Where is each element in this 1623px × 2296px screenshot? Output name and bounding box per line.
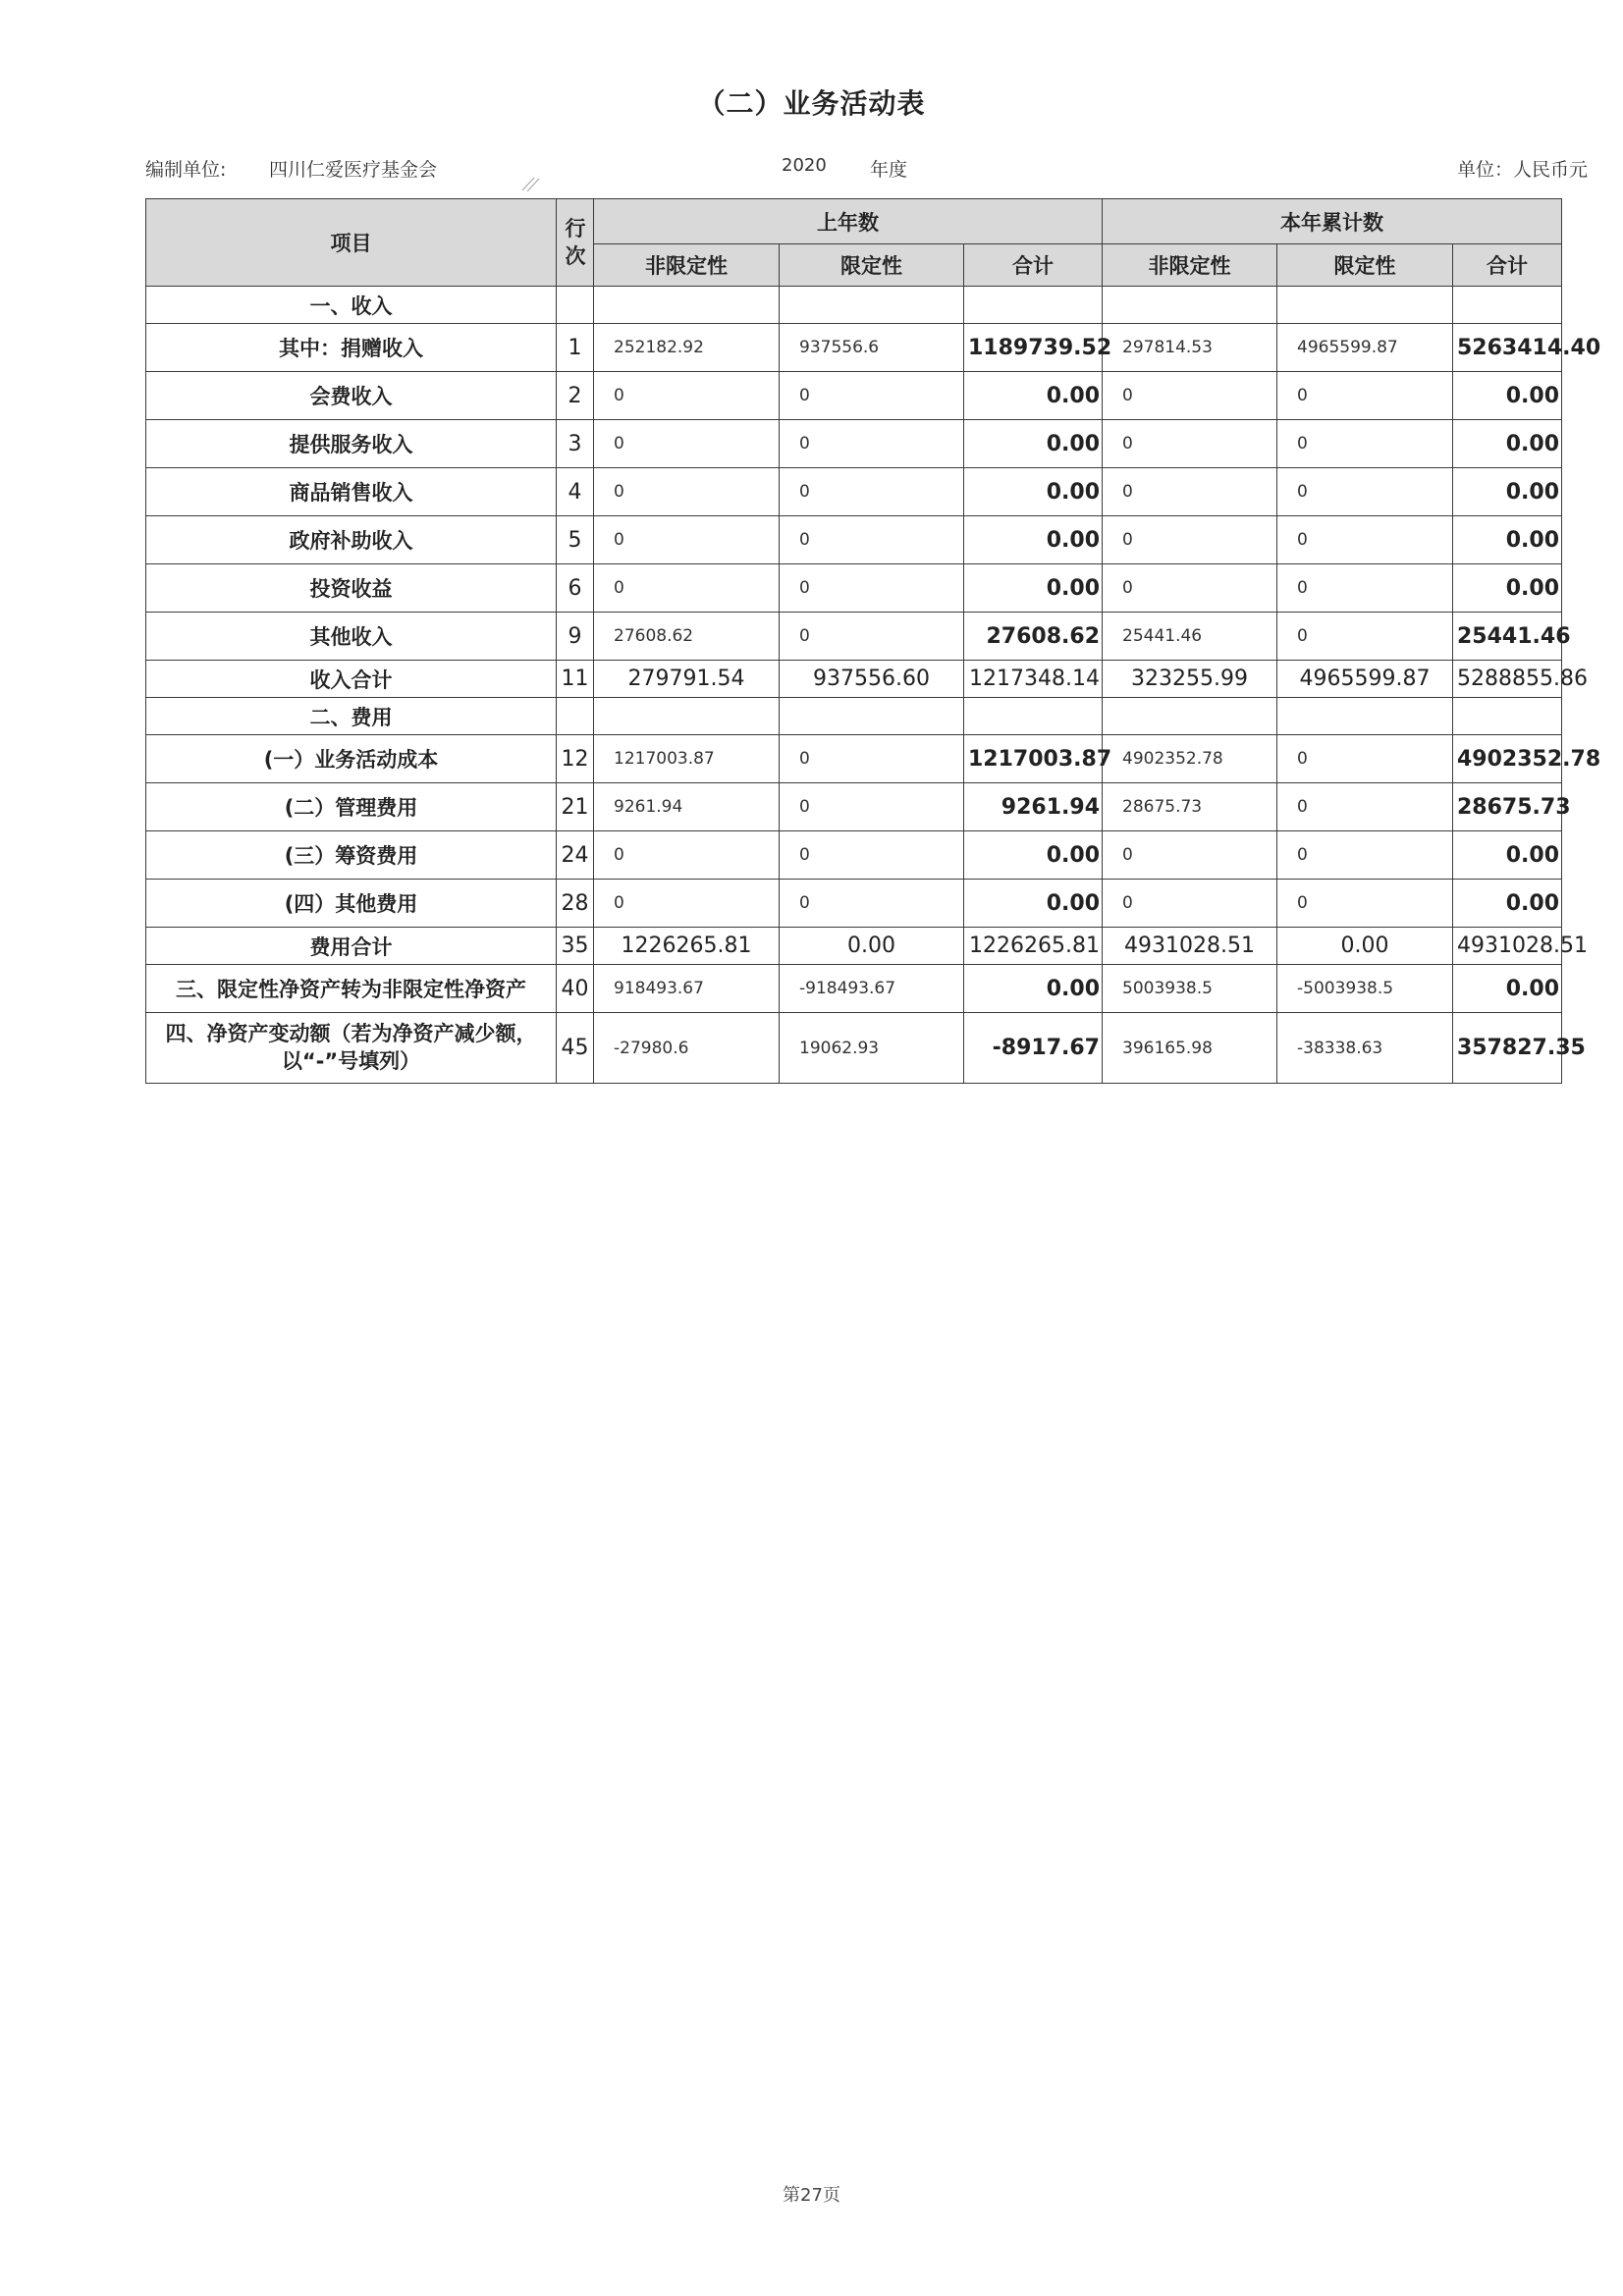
prev-total: 1226265.81	[964, 928, 1103, 965]
row-item: (三）筹资费用	[146, 831, 557, 880]
curr-restricted	[1277, 698, 1453, 735]
unit-name: 四川仁爱医疗基金会	[269, 159, 438, 181]
prev-total: 0.00	[964, 831, 1103, 880]
table-row	[146, 468, 1562, 516]
curr-total: 0.00	[1453, 831, 1562, 880]
prev-total: 0.00	[964, 965, 1103, 1013]
sub-header-curr-total: 合计	[1453, 244, 1562, 287]
sub-header-prev-total: 合计	[964, 244, 1103, 287]
prev-unrestricted	[594, 698, 780, 735]
row-item: 会费收入	[146, 372, 557, 420]
curr-unrestricted: 0	[1103, 564, 1277, 613]
prev-total: 1217003.87	[964, 735, 1103, 783]
row-item: 其中：捐赠收入	[146, 324, 557, 372]
row-item: 投资收益	[146, 564, 557, 613]
curr-unrestricted: 0	[1103, 880, 1277, 928]
table-row	[146, 564, 1562, 613]
curr-restricted: 0	[1277, 468, 1453, 516]
prev-restricted: 0	[780, 468, 964, 516]
row-item: (四）其他费用	[146, 880, 557, 928]
table-viewport	[145, 198, 1601, 1086]
curr-unrestricted: 0	[1103, 420, 1277, 468]
curr-restricted: 0.00	[1277, 928, 1453, 965]
curr-unrestricted: 4902352.78	[1103, 735, 1277, 783]
curr-total: 0.00	[1453, 468, 1562, 516]
prev-total	[964, 698, 1103, 735]
curr-unrestricted: 0	[1103, 516, 1277, 564]
sub-header-curr-unrestricted: 非限定性	[1103, 244, 1277, 287]
row-item: 二、费用	[146, 698, 557, 735]
prev-restricted	[780, 698, 964, 735]
row-item: 提供服务收入	[146, 420, 557, 468]
curr-total: 357827.35	[1453, 1013, 1562, 1084]
prev-total: 1217348.14	[964, 661, 1103, 698]
prev-total: 1189739.52	[964, 324, 1103, 372]
row-no	[557, 698, 594, 735]
row-no: 45	[557, 1013, 594, 1084]
table-row	[146, 831, 1562, 880]
curr-restricted: 0	[1277, 564, 1453, 613]
year-label: 年度	[870, 159, 908, 181]
col-header-item: 项目	[146, 199, 557, 287]
table-row	[146, 516, 1562, 564]
prev-total	[964, 287, 1103, 324]
prev-unrestricted: 0	[594, 468, 780, 516]
prev-unrestricted: 0	[594, 516, 780, 564]
activity-table	[145, 198, 1601, 1084]
sub-header-prev-unrestricted: 非限定性	[594, 244, 780, 287]
prev-unrestricted: -27980.6	[594, 1013, 780, 1084]
row-no: 11	[557, 661, 594, 698]
prev-total: 0.00	[964, 372, 1103, 420]
prev-restricted: 937556.60	[780, 661, 964, 698]
curr-total: 0.00	[1453, 420, 1562, 468]
table-row	[146, 420, 1562, 468]
table-row	[146, 965, 1562, 1013]
row-no: 12	[557, 735, 594, 783]
sub-header-prev-restricted: 限定性	[780, 244, 964, 287]
prev-restricted: 0	[780, 613, 964, 661]
prev-unrestricted: 27608.62	[594, 613, 780, 661]
prev-unrestricted: 0	[594, 880, 780, 928]
prev-restricted: 0	[780, 564, 964, 613]
prev-restricted: 19062.93	[780, 1013, 964, 1084]
prev-restricted: 937556.6	[780, 324, 964, 372]
prev-total: -8917.67	[964, 1013, 1103, 1084]
row-item: 政府补助收入	[146, 516, 557, 564]
row-item: (一）业务活动成本	[146, 735, 557, 783]
row-no: 21	[557, 783, 594, 831]
curr-unrestricted: 4931028.51	[1103, 928, 1277, 965]
table-row-income-total	[146, 661, 1562, 698]
table-row	[146, 880, 1562, 928]
curr-total: 5263414.40	[1453, 324, 1562, 372]
curr-unrestricted: 323255.99	[1103, 661, 1277, 698]
row-no: 6	[557, 564, 594, 613]
group-header-prev-year: 上年数	[594, 199, 1103, 244]
table-row	[146, 783, 1562, 831]
prev-total: 0.00	[964, 564, 1103, 613]
prev-unrestricted: 0	[594, 564, 780, 613]
prev-total: 9261.94	[964, 783, 1103, 831]
prev-total: 27608.62	[964, 613, 1103, 661]
curr-restricted: -38338.63	[1277, 1013, 1453, 1084]
prev-total: 0.00	[964, 516, 1103, 564]
prev-restricted: 0	[780, 735, 964, 783]
prev-total: 0.00	[964, 420, 1103, 468]
row-item: 四、净资产变动额（若为净资产减少额，以“-”号填列）	[146, 1013, 557, 1084]
prev-unrestricted: 279791.54	[594, 661, 780, 698]
row-item: 一、收入	[146, 287, 557, 324]
table-row	[146, 324, 1562, 372]
row-no: 3	[557, 420, 594, 468]
prev-unrestricted	[594, 287, 780, 324]
col-header-rowno	[557, 199, 594, 287]
curr-unrestricted: 5003938.5	[1103, 965, 1277, 1013]
curr-restricted: -5003938.5	[1277, 965, 1453, 1013]
curr-unrestricted: 28675.73	[1103, 783, 1277, 831]
col-header-rowno-text: 行次	[565, 216, 586, 268]
prev-total: 0.00	[964, 468, 1103, 516]
table-row	[146, 698, 1562, 735]
group-header-current-year: 本年累计数	[1103, 199, 1562, 244]
curr-restricted	[1277, 287, 1453, 324]
row-item: 其他收入	[146, 613, 557, 661]
curr-unrestricted	[1103, 698, 1277, 735]
curr-total: 0.00	[1453, 965, 1562, 1013]
curr-restricted: 0	[1277, 516, 1453, 564]
table-row-expense-total	[146, 928, 1562, 965]
curr-unrestricted: 25441.46	[1103, 613, 1277, 661]
prev-restricted: 0.00	[780, 928, 964, 965]
prev-unrestricted: 1226265.81	[594, 928, 780, 965]
row-no: 4	[557, 468, 594, 516]
prev-unrestricted: 0	[594, 372, 780, 420]
curr-total: 28675.73	[1453, 783, 1562, 831]
prev-unrestricted: 252182.92	[594, 324, 780, 372]
row-item: 费用合计	[146, 928, 557, 965]
curr-restricted: 0	[1277, 783, 1453, 831]
prev-restricted: 0	[780, 420, 964, 468]
row-no: 2	[557, 372, 594, 420]
curr-unrestricted: 396165.98	[1103, 1013, 1277, 1084]
curr-total	[1453, 698, 1562, 735]
table-row	[146, 372, 1562, 420]
row-no: 1	[557, 324, 594, 372]
curr-restricted: 4965599.87	[1277, 324, 1453, 372]
page-number: 第27页	[783, 2185, 840, 2206]
row-item: (二）管理费用	[146, 783, 557, 831]
unit-label: 编制单位:	[145, 159, 227, 181]
curr-total: 5288855.86	[1453, 661, 1562, 698]
curr-total: 0.00	[1453, 372, 1562, 420]
curr-restricted: 0	[1277, 880, 1453, 928]
curr-unrestricted: 297814.53	[1103, 324, 1277, 372]
curr-total: 4902352.78	[1453, 735, 1562, 783]
slash-mark-icon	[520, 175, 542, 192]
curr-restricted: 0	[1277, 831, 1453, 880]
curr-unrestricted: 0	[1103, 372, 1277, 420]
row-no: 35	[557, 928, 594, 965]
table-row	[146, 735, 1562, 783]
prev-restricted: -918493.67	[780, 965, 964, 1013]
row-no: 24	[557, 831, 594, 880]
prev-restricted	[780, 287, 964, 324]
sub-header-curr-restricted: 限定性	[1277, 244, 1453, 287]
prev-restricted: 0	[780, 372, 964, 420]
curr-restricted: 0	[1277, 420, 1453, 468]
row-item: 三、限定性净资产转为非限定性净资产	[146, 965, 557, 1013]
curr-total: 0.00	[1453, 564, 1562, 613]
table-row	[146, 1013, 1562, 1084]
prev-restricted: 0	[780, 880, 964, 928]
curr-total: 4931028.51	[1453, 928, 1562, 965]
curr-total: 0.00	[1453, 516, 1562, 564]
prev-unrestricted: 9261.94	[594, 783, 780, 831]
curr-restricted: 0	[1277, 735, 1453, 783]
row-no: 9	[557, 613, 594, 661]
table-row	[146, 287, 1562, 324]
row-no: 5	[557, 516, 594, 564]
prev-unrestricted: 0	[594, 831, 780, 880]
curr-unrestricted: 0	[1103, 831, 1277, 880]
curr-unrestricted: 0	[1103, 468, 1277, 516]
prev-unrestricted: 1217003.87	[594, 735, 780, 783]
prev-unrestricted: 918493.67	[594, 965, 780, 1013]
curr-restricted: 0	[1277, 372, 1453, 420]
curr-restricted: 4965599.87	[1277, 661, 1453, 698]
report-year: 2020	[782, 155, 827, 176]
prev-unrestricted: 0	[594, 420, 780, 468]
row-item: 商品销售收入	[146, 468, 557, 516]
row-item: 收入合计	[146, 661, 557, 698]
report-title: （二）业务活动表	[697, 87, 926, 120]
row-no	[557, 287, 594, 324]
curr-unrestricted	[1103, 287, 1277, 324]
table-row	[146, 613, 1562, 661]
curr-total: 25441.46	[1453, 613, 1562, 661]
curr-restricted: 0	[1277, 613, 1453, 661]
row-no: 28	[557, 880, 594, 928]
prev-restricted: 0	[780, 831, 964, 880]
currency-unit: 单位：人民币元	[1457, 159, 1589, 181]
prev-restricted: 0	[780, 516, 964, 564]
prev-total: 0.00	[964, 880, 1103, 928]
curr-total: 0.00	[1453, 880, 1562, 928]
prev-restricted: 0	[780, 783, 964, 831]
curr-total	[1453, 287, 1562, 324]
row-no: 40	[557, 965, 594, 1013]
